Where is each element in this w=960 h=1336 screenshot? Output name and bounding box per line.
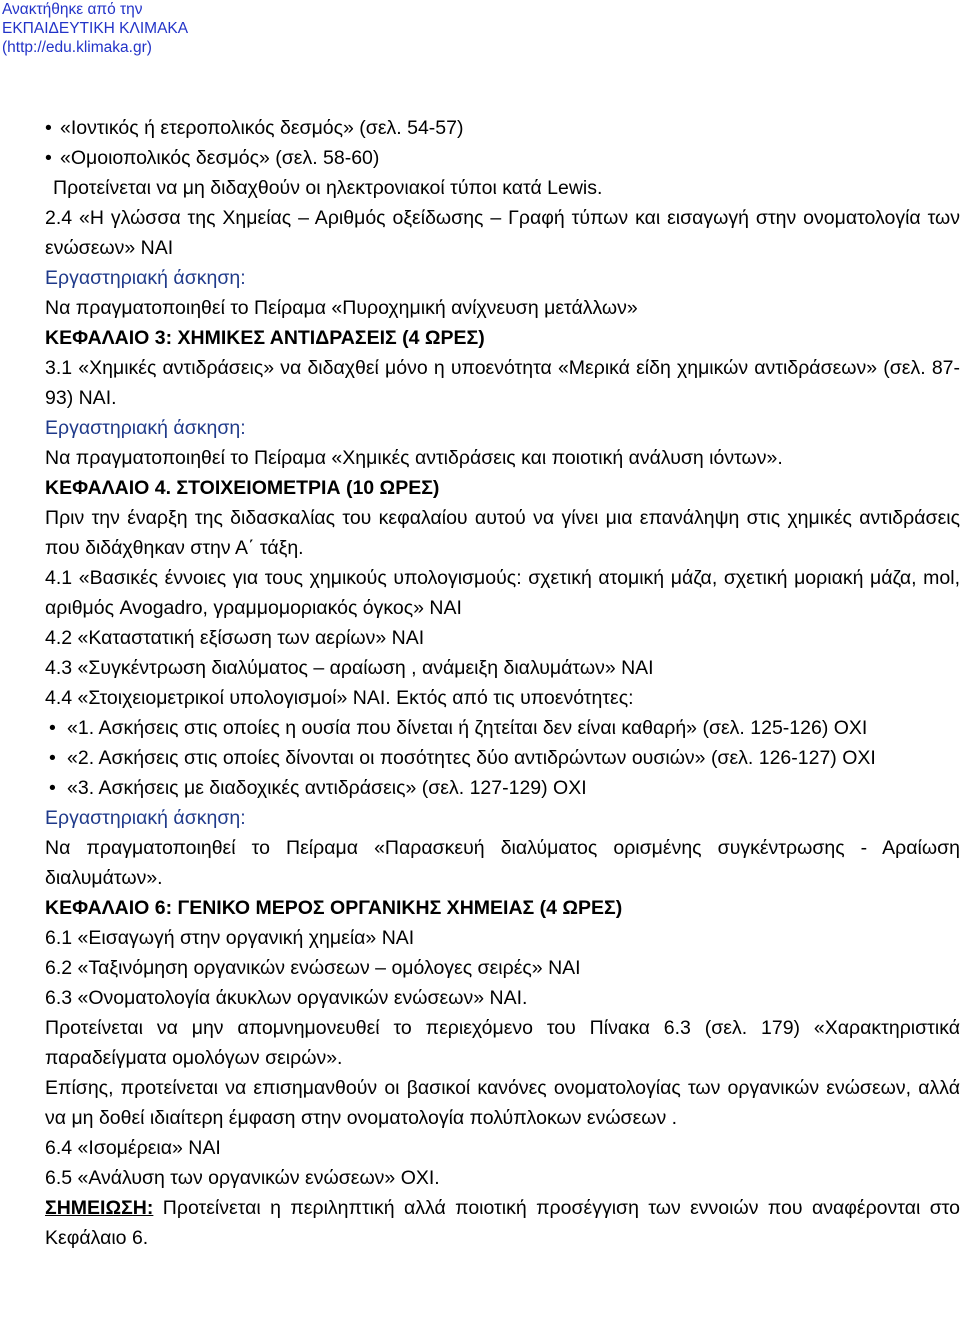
experiment-3: Να πραγματοποιηθεί το Πείραμα «Παρασκευή διαλύματος ορισμένης συγκέντρωσης - Αραίωση διαλυμάτων». bbox=[45, 837, 960, 889]
watermark-line-3[interactable]: (http://edu.klimaka.gr) bbox=[2, 39, 152, 56]
exception-3: • «3. Ασκήσεις με διαδοχικές αντιδράσεις» (σελ. 127-129) ΟΧΙ bbox=[45, 773, 960, 803]
section-4-1: 4.1 «Βασικές έννοιες για τους χημικούς υπολογισμούς: σχετική ατομική μάζα, σχετική μοριακή μάζα, mol, αριθμός Avogadro, γραμμομοριακός όγκος» ΝΑΙ bbox=[45, 567, 960, 619]
section-6-4: 6.4 «Ισομέρεια» ΝΑΙ bbox=[45, 1137, 221, 1159]
section-4-3: 4.3 «Συγκέντρωση διαλύματος – αραίωση , ανάμειξη διαλυμάτων» ΝΑΙ bbox=[45, 657, 654, 679]
lab-exercise-heading-2: Εργαστηριακή άσκηση: bbox=[45, 417, 246, 439]
chapter-4-intro: Πριν την έναρξη της διδασκαλίας του κεφαλαίου αυτού να γίνει μια επανάληψη στις χημικές αντιδράσεις που διδάχθηκαν στην Α΄ τάξη. bbox=[45, 507, 960, 559]
section-6-3: 6.3 «Ονοματολογία άκυκλων οργανικών ενώσεων» ΝΑΙ. bbox=[45, 987, 528, 1009]
lab-exercise-heading-1: Εργαστηριακή άσκηση: bbox=[45, 267, 246, 289]
watermark-line-2: ΕΚΠΑΙΔΕΥΤΙΚΗ ΚΛΙΜΑΚΑ bbox=[2, 20, 189, 37]
experiment-1: Να πραγματοποιηθεί το Πείραμα «Πυροχημική ανίχνευση μετάλλων» bbox=[45, 297, 638, 319]
watermark-line-1: Ανακτήθηκε από την bbox=[2, 1, 143, 18]
section-4-2: 4.2 «Καταστατική εξίσωση των αερίων» ΝΑΙ bbox=[45, 627, 425, 649]
chapter-3-heading: ΚΕΦΑΛΑΙΟ 3: ΧΗΜΙΚΕΣ ΑΝΤΙΔΡΑΣΕΙΣ (4 ΩΡΕΣ) bbox=[45, 327, 485, 349]
nomenclature-note: Επίσης, προτείνεται να επισημανθούν οι βασικοί κανόνες ονοματολογίας των οργανικών ενώσεων, αλλά να μη δοθεί ιδιαίτερη έμφαση στην ονοματολογία πολύπλοκων ενώσεων . bbox=[45, 1077, 960, 1129]
lewis-note: Προτείνεται να μη διδαχθούν οι ηλεκτρονιακοί τύποι κατά Lewis. bbox=[53, 177, 603, 199]
experiment-2: Να πραγματοποιηθεί το Πείραμα «Χημικές αντιδράσεις και ποιοτική ανάλυση ιόντων». bbox=[45, 447, 783, 469]
section-3-1: 3.1 «Χημικές αντιδράσεις» να διδαχθεί μόνο η υποενότητα «Μερικά είδη χημικών αντιδράσεων» (σελ. 87- 93) ΝΑΙ. bbox=[45, 357, 960, 409]
section-6-2: 6.2 «Ταξινόμηση οργανικών ενώσεων – ομόλογες σειρές» ΝΑΙ bbox=[45, 957, 581, 979]
note-text: Προτείνεται η περιληπτική αλλά ποιοτική προσέγγιση των εννοιών που αναφέρονται στο Κεφάλαιο 6. bbox=[45, 1197, 960, 1249]
document-body bbox=[45, 113, 960, 1253]
section-2-4: 2.4 «Η γλώσσα της Χημείας – Αριθμός οξείδωσης – Γραφή τύπων και εισαγωγή στην ονοματολογία των ενώσεων» ΝΑΙ bbox=[45, 207, 960, 259]
section-6-1: 6.1 «Εισαγωγή στην οργανική χημεία» ΝΑΙ bbox=[45, 927, 415, 949]
exception-2: • «2. Ασκήσεις στις οποίες δίνονται οι ποσότητες δύο αντιδρώντων ουσιών» (σελ. 126-127) ΟΧΙ bbox=[45, 743, 960, 773]
watermark-source bbox=[2, 0, 188, 57]
exception-1: • «1. Ασκήσεις στις οποίες η ουσία που δίνεται ή ζητείται δεν είναι καθαρή» (σελ. 125-126) ΟΧΙ bbox=[45, 713, 960, 743]
note-label: ΣΗΜΕΙΩΣΗ: bbox=[45, 1197, 154, 1219]
section-6-5: 6.5 «Ανάλυση των οργανικών ενώσεων» ΟΧΙ. bbox=[45, 1167, 440, 1189]
bullet-covalent-bond: • «Ομοιοπολικός δεσμός» (σελ. 58-60) bbox=[45, 143, 960, 173]
chapter-4-heading: ΚΕΦΑΛΑΙΟ 4. ΣΤΟΙΧΕΙΟΜΕΤΡΙΑ (10 ΩΡΕΣ) bbox=[45, 477, 440, 499]
lab-exercise-heading-3: Εργαστηριακή άσκηση: bbox=[45, 807, 246, 829]
final-note bbox=[45, 1193, 960, 1253]
section-4-4: 4.4 «Στοιχειομετρικοί υπολογισμοί» ΝΑΙ. Εκτός από τις υποενότητες: bbox=[45, 687, 634, 709]
chapter-6-heading: ΚΕΦΑΛΑΙΟ 6: ΓΕΝΙΚΟ ΜΕΡΟΣ ΟΡΓΑΝΙΚΗΣ ΧΗΜΕΙΑΣ (4 ΩΡΕΣ) bbox=[45, 897, 623, 919]
table-6-3-note: Προτείνεται να μην απομνημονευθεί το περιεχόμενο του Πίνακα 6.3 (σελ. 179) «Χαρακτηριστικά παραδείγματα ομολόγων σειρών». bbox=[45, 1017, 960, 1069]
bullet-ionic-bond: • «Ιοντικός ή ετεροπολικός δεσμός» (σελ. 54-57) bbox=[45, 113, 960, 143]
